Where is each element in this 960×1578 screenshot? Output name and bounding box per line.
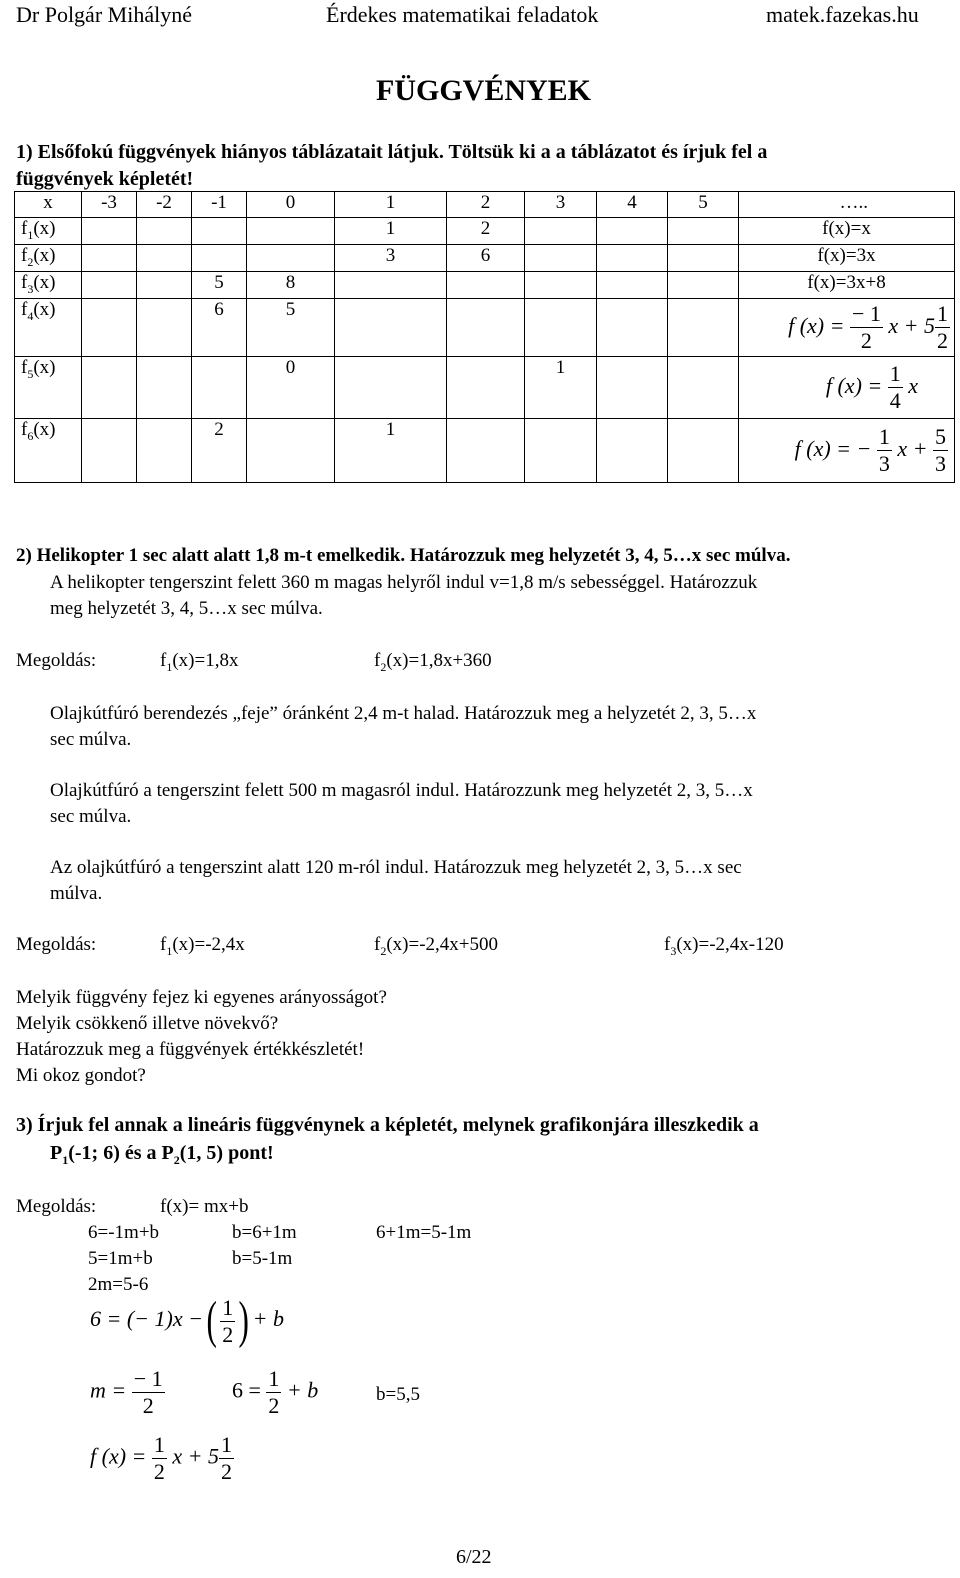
table-cell	[335, 272, 447, 299]
header-author: Dr Polgár Mihályné	[16, 2, 192, 27]
table-row	[15, 272, 955, 299]
table-cell	[82, 218, 137, 245]
p3-eq2: m = $\frac{- 1}{2}$	[90, 1366, 163, 1418]
oil-2-line1: Olajkútfúró a tengerszint felett 500 m magasról indul. Határozzunk meg helyzetét 2, 3, 5…x	[50, 780, 753, 801]
table-row	[15, 218, 955, 245]
p3-eq-r1a: 6=-1m+b	[88, 1222, 160, 1243]
table-cell	[668, 245, 739, 272]
table-cell	[525, 272, 597, 299]
table-cell	[82, 299, 137, 357]
solution2-label: Megoldás:	[16, 934, 97, 955]
table-header-cell: -3	[82, 192, 137, 218]
table-row	[15, 419, 955, 483]
table-cell	[525, 218, 597, 245]
oil-2-line2: sec múlva.	[50, 806, 132, 827]
table-row	[15, 299, 955, 357]
table-cell: 1	[335, 218, 447, 245]
table-cell: 1	[525, 357, 597, 419]
table-header-cell: …..	[739, 192, 955, 218]
table-cell	[137, 419, 192, 483]
table-cell: 5	[192, 272, 247, 299]
table-header-cell: 0	[247, 192, 335, 218]
table-cell	[192, 218, 247, 245]
table-cell	[137, 299, 192, 357]
solution-f2: $f_2(x)=1,8x+360$	[374, 650, 492, 674]
p3-line2: $P_1(-1$; 6) és a $P_2(1$, 5) pont!	[50, 1142, 274, 1167]
question-4: Mi okoz gondot?	[16, 1065, 146, 1086]
table-cell	[82, 245, 137, 272]
table-cell	[668, 299, 739, 357]
row-label: $f_2(x)$	[15, 245, 82, 272]
table-cell: 1	[335, 419, 447, 483]
table-cell	[447, 419, 525, 483]
p3-eq3: 6 = $\frac{1}{2}$ + b	[232, 1366, 319, 1418]
p3-eq1: 6 = (− 1)x −( $\frac{1}{2}$ ) + b	[90, 1292, 284, 1349]
p3-b-value: b=5,5	[376, 1384, 420, 1405]
table-cell: 8	[247, 272, 335, 299]
p3-eq-r1b: b=6+1m	[232, 1222, 297, 1243]
table-cell	[137, 272, 192, 299]
table-cell	[82, 272, 137, 299]
header-title: Érdekes matematikai feladatok	[326, 2, 599, 27]
p3-eq-r3a: 2m=5-6	[88, 1274, 149, 1295]
table-cell	[447, 357, 525, 419]
table-cell: 2	[447, 218, 525, 245]
table-cell	[192, 245, 247, 272]
question-2: Melyik csökkenő illetve növekvő?	[16, 1013, 279, 1034]
table-cell	[137, 245, 192, 272]
table-cell	[82, 419, 137, 483]
header-site: matek.fazekas.hu	[766, 2, 919, 27]
formula-f4: f (x) = $\frac{- 1}{2}$ x + 5 $\frac{1}{2}$	[788, 301, 948, 353]
table-header-cell: 3	[525, 192, 597, 218]
table-header-cell: -1	[192, 192, 247, 218]
p2-line3: meg helyzetét 3, 4, 5…x sec múlva.	[50, 598, 323, 619]
table-cell	[597, 218, 668, 245]
table-row	[15, 245, 955, 272]
table-cell: 5	[247, 299, 335, 357]
p3-eq-r2a: 5=1m+b	[88, 1248, 153, 1269]
table-cell: 6	[447, 245, 525, 272]
table-header-cell: 2	[447, 192, 525, 218]
formula-cell: f(x)=3x+8	[739, 272, 955, 299]
table-row	[15, 357, 955, 419]
table-cell: 2	[192, 419, 247, 483]
table-cell	[597, 245, 668, 272]
formula-cell: f(x)=x	[739, 218, 955, 245]
table-cell: 3	[335, 245, 447, 272]
table-cell: 6	[192, 299, 247, 357]
row-label: $f_6(x)$	[15, 419, 82, 483]
formula-cell: f(x)=3x	[739, 245, 955, 272]
p1-line1: 1) Elsőfokú függvények hiányos táblázatait látjuk. Töltsük ki a a táblázatot és írjuk fel a	[16, 141, 768, 163]
formula-f5: f (x) = $\frac{1}{4}$ x	[825, 361, 918, 413]
table-header-cell: -2	[137, 192, 192, 218]
table-cell	[597, 419, 668, 483]
table-cell	[668, 272, 739, 299]
row-label: $f_4(x)$	[15, 299, 82, 357]
table-cell	[668, 419, 739, 483]
table-cell	[668, 357, 739, 419]
solution2-f1: $f_1(x)=-2,4x$	[160, 934, 245, 958]
table-cell	[597, 357, 668, 419]
row-label: $f_3(x)$	[15, 272, 82, 299]
table-cell	[447, 272, 525, 299]
p2-line1: 2) Helikopter 1 sec alatt alatt 1,8 m-t emelkedik. Határozzuk meg helyzetét 3, 4, 5…x sec múlva.	[16, 545, 791, 566]
row-label: $f_5(x)$	[15, 357, 82, 419]
p3-eq-r2b: b=5-1m	[232, 1248, 293, 1269]
p3-final-formula: f (x) = $\frac{1}{2}$ x + 5 $\frac{1}{2}$	[90, 1432, 232, 1484]
formula-cell	[739, 299, 955, 357]
table-cell: 0	[247, 357, 335, 419]
table-cell	[137, 357, 192, 419]
formula-cell	[739, 357, 955, 419]
table-cell	[525, 245, 597, 272]
page-title: FÜGGVÉNYEK	[376, 74, 592, 107]
table-header-cell: 4	[597, 192, 668, 218]
table-cell	[525, 419, 597, 483]
oil-3-line1: Az olajkútfúró a tengerszint alatt 120 m-ról indul. Határozzuk meg helyzetét 2, 3, 5…x sec	[50, 857, 742, 878]
p3-eq-r1c: 6+1m=5-1m	[376, 1222, 472, 1243]
solution2-f3: $f_3(x)=-2,4x-120$	[664, 934, 784, 958]
function-table	[14, 191, 955, 483]
p3-solution-label: Megoldás:	[16, 1196, 97, 1217]
solution-f1: $f_1(x)=1,8x$	[160, 650, 239, 674]
table-cell	[447, 299, 525, 357]
table-cell	[668, 218, 739, 245]
p1-line2: függvények képletét!	[16, 168, 194, 190]
oil-1-line2: sec múlva.	[50, 729, 132, 750]
table-cell	[525, 299, 597, 357]
oil-3-line2: múlva.	[50, 883, 103, 904]
table-cell	[247, 245, 335, 272]
table-header-cell: 1	[335, 192, 447, 218]
p3-fx: f(x)= mx+b	[160, 1196, 249, 1217]
table-cell	[247, 419, 335, 483]
formula-cell	[739, 419, 955, 483]
formula-f6: f (x) = − $\frac{1}{3}$ x + $\frac{5}{3}$	[794, 424, 946, 476]
row-label: $f_1(x)$	[15, 218, 82, 245]
question-3: Határozzuk meg a függvények értékkészletét!	[16, 1039, 365, 1060]
table-cell	[597, 299, 668, 357]
solution-label: Megoldás:	[16, 650, 97, 671]
question-1: Melyik függvény fejez ki egyenes arányosságot?	[16, 987, 387, 1008]
solution2-f2: $f_2(x)=-2,4x+500$	[374, 934, 498, 958]
page-number: 6/22	[456, 1546, 492, 1568]
table-cell	[335, 299, 447, 357]
table-header-cell: 5	[668, 192, 739, 218]
table-header-row	[15, 192, 955, 218]
p3-line1: 3) Írjuk fel annak a lineáris függvénynek a képletét, melynek grafikonjára illeszkedik a	[16, 1114, 759, 1136]
p2-line2: A helikopter tengerszint felett 360 m magas helyről indul v=1,8 m/s sebességgel. Határozzuk	[50, 572, 758, 593]
table-cell	[247, 218, 335, 245]
table-cell	[192, 357, 247, 419]
table-cell	[597, 272, 668, 299]
table-cell	[137, 218, 192, 245]
table-cell	[335, 357, 447, 419]
oil-1-line1: Olajkútfúró berendezés „feje” óránként 2,4 m-t halad. Határozzuk meg a helyzetét 2, 3, 5…x	[50, 703, 757, 724]
table-header-cell: x	[15, 192, 82, 218]
table-cell	[82, 357, 137, 419]
